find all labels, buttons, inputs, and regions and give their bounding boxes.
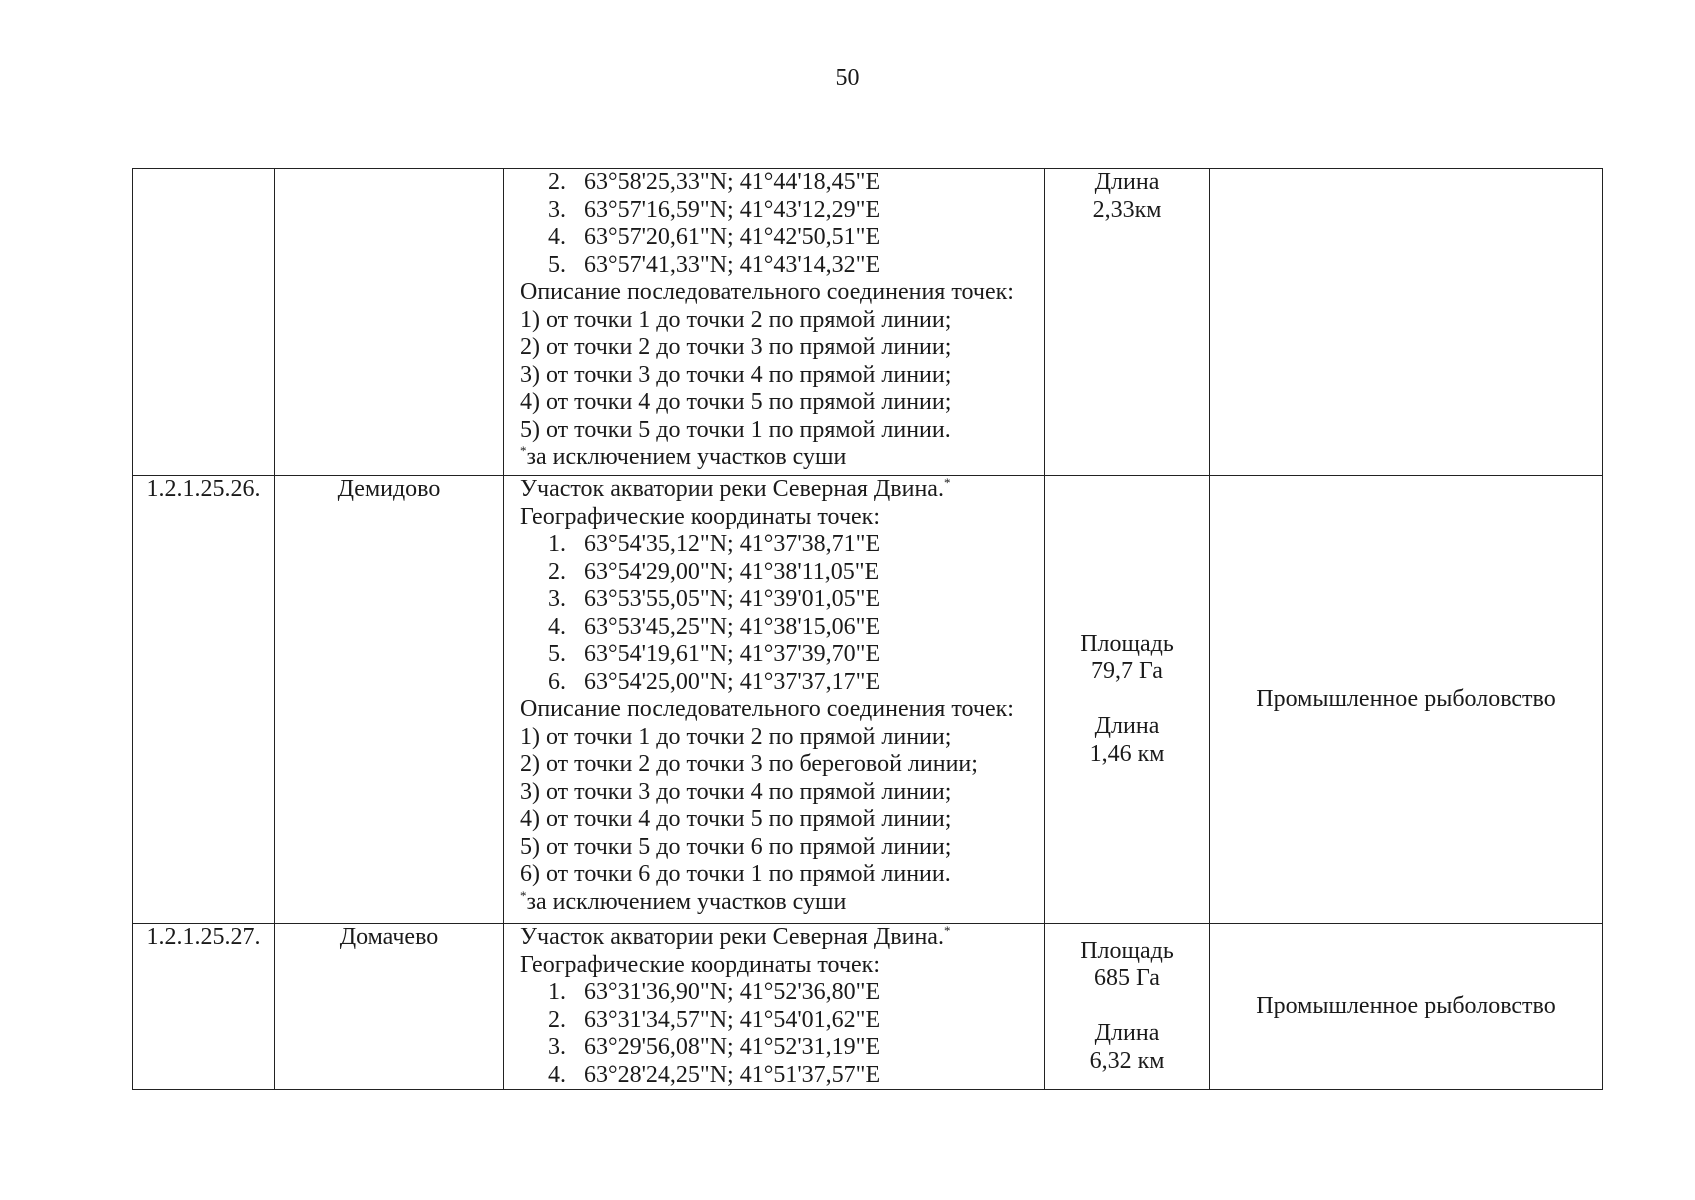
connection-item: 6) от точки 6 до точки 1 по прямой линии.: [520, 861, 951, 887]
area-value: 685 Га: [1094, 965, 1160, 992]
area-name: Демидово: [275, 476, 504, 924]
fishing-areas-table: [132, 168, 1603, 1090]
connection-item: 2) от точки 2 до точки 3 по береговой линии;: [520, 751, 978, 777]
coordinate-item: 5. 63°57'41,33"N; 41°43'14,32"E: [548, 251, 881, 278]
connection-title: Описание последовательного соединения точек:: [520, 279, 1014, 305]
row-number: [133, 169, 275, 476]
area-name: Домачево: [275, 924, 504, 1090]
coordinates-title: Географические координаты точек:: [520, 951, 880, 978]
connection-item: 1) от точки 1 до точки 2 по прямой линии;: [520, 723, 952, 750]
coordinate-item: 6. 63°54'25,00"N; 41°37'37,17"E: [548, 668, 881, 695]
area-label: Площадь: [1080, 937, 1174, 964]
coordinate-item: 3. 63°29'56,08"N; 41°52'31,19"E: [548, 1034, 881, 1060]
area-label: Площадь: [1080, 630, 1174, 657]
coordinate-item: 4. 63°53'45,25"N; 41°38'15,06"E: [548, 613, 881, 640]
usage-type: [1210, 169, 1603, 476]
connection-item: 5) от точки 5 до точки 1 по прямой линии.: [520, 416, 951, 443]
coordinates-title: Географические координаты точек:: [520, 503, 880, 530]
length-value: 6,32 км: [1089, 1047, 1165, 1074]
connection-item: 4) от точки 4 до точки 5 по прямой линии;: [520, 806, 952, 832]
connection-item: 5) от точки 5 до точки 6 по прямой линии;: [520, 833, 952, 860]
page-number: 50: [835, 65, 860, 91]
table-row: [133, 169, 1603, 476]
footnote: *за исключением участков суши: [520, 887, 847, 915]
row-number: 1.2.1.25.26.: [133, 476, 275, 924]
coordinate-item: 3. 63°57'16,59"N; 41°43'12,29"E: [548, 196, 881, 223]
footnote: *за исключением участков суши: [520, 443, 847, 470]
coordinate-item: 4. 63°57'20,61"N; 41°42'50,51"E: [548, 224, 881, 250]
area-measurements: [1045, 169, 1210, 476]
coordinate-item: 5. 63°54'19,61"N; 41°37'39,70"E: [548, 641, 881, 667]
length-label: Длина: [1094, 169, 1160, 195]
length-label: Длина: [1094, 713, 1160, 740]
table-row: [133, 476, 1603, 924]
area-title: Участок акватории реки Северная Двина.*: [520, 923, 951, 950]
coordinate-item: 2. 63°58'25,33"N; 41°44'18,45"E: [548, 169, 881, 195]
coordinate-item: 3. 63°53'55,05"N; 41°39'01,05"E: [548, 586, 881, 612]
area-description: [504, 169, 1045, 476]
area-title: Участок акватории реки Северная Двина.*: [520, 475, 951, 502]
area-description: [504, 476, 1045, 924]
coordinate-item: 2. 63°31'34,57"N; 41°54'01,62"E: [548, 1006, 881, 1033]
connection-item: 2) от точки 2 до точки 3 по прямой линии;: [520, 334, 952, 360]
connection-title: Описание последовательного соединения точек:: [520, 696, 1014, 722]
area-value: 79,7 Га: [1091, 658, 1163, 685]
connection-item: 1) от точки 1 до точки 2 по прямой линии;: [520, 306, 952, 333]
area-measurements: [1045, 924, 1210, 1090]
length-label: Длина: [1094, 1020, 1160, 1047]
coordinate-item: 4. 63°28'24,25"N; 41°51'37,57"E: [548, 1061, 881, 1088]
length-value: 1,46 км: [1089, 740, 1165, 767]
row-number: 1.2.1.25.27.: [133, 924, 275, 1090]
area-description: [504, 924, 1045, 1090]
usage-type: Промышленное рыболовство: [1210, 924, 1603, 1090]
length-value: 2,33км: [1092, 196, 1162, 223]
table-row: [133, 924, 1603, 1090]
connection-item: 4) от точки 4 до точки 5 по прямой линии;: [520, 389, 952, 415]
connection-item: 3) от точки 3 до точки 4 по прямой линии;: [520, 361, 952, 388]
connection-item: 3) от точки 3 до точки 4 по прямой линии;: [520, 778, 952, 805]
coordinate-item: 2. 63°54'29,00"N; 41°38'11,05"E: [548, 558, 880, 585]
area-measurements: [1045, 476, 1210, 924]
coordinate-item: 1. 63°31'36,90"N; 41°52'36,80"E: [548, 979, 881, 1005]
area-name: [275, 169, 504, 476]
usage-type: Промышленное рыболовство: [1210, 476, 1603, 924]
coordinate-item: 1. 63°54'35,12"N; 41°37'38,71"E: [548, 531, 881, 557]
